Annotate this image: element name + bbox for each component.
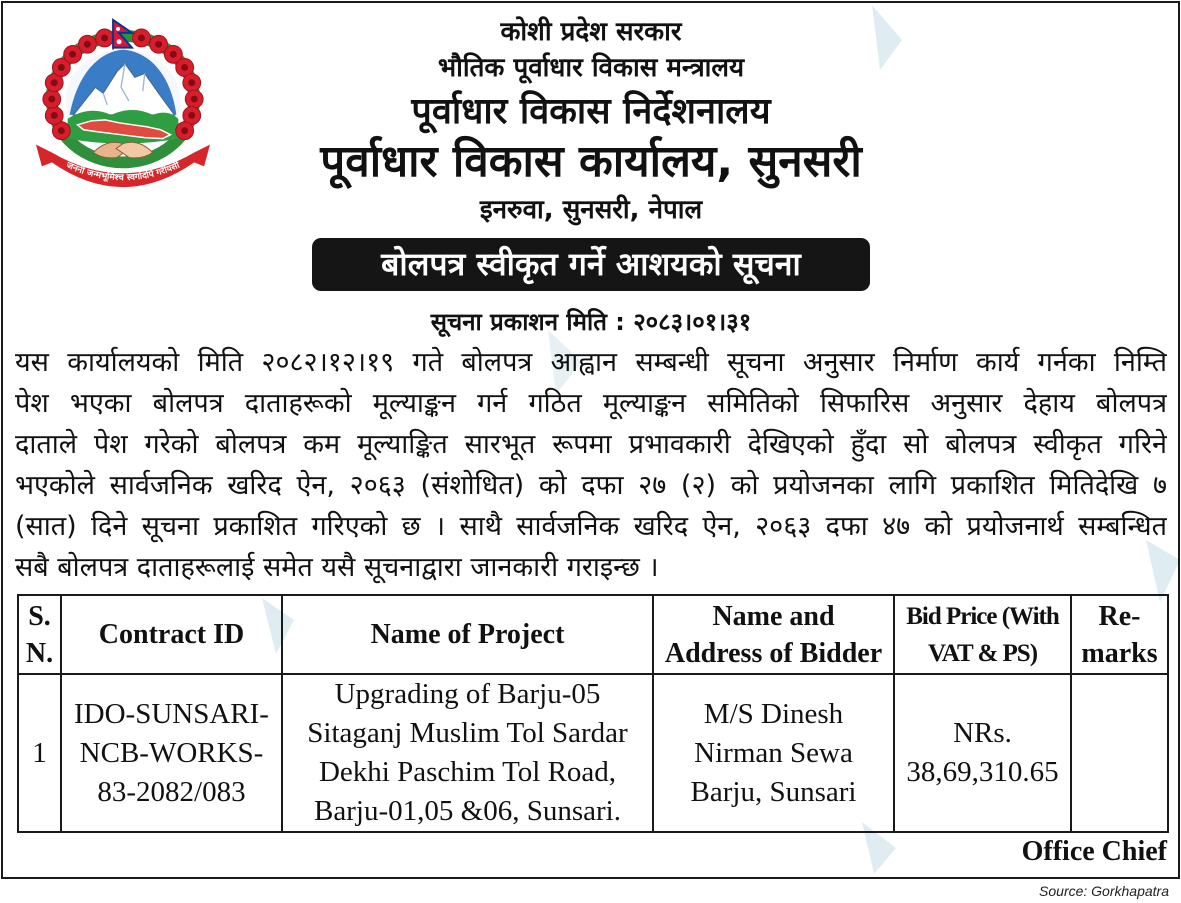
cell-line: 38,69,310.65 — [906, 756, 1059, 788]
bid-award-table — [17, 594, 1169, 833]
table-header-row — [18, 595, 1168, 674]
motto-text: जननी जन्मभूमिश्च स्वर्गादपि गरीयसी — [64, 160, 182, 184]
rhododendron-flower — [185, 90, 203, 108]
flower-center — [58, 127, 65, 134]
notice-body-line: पेश भएका बोलपत्र दाताहरूको मूल्याङ्कन गर्न गठित मूल्याङ्कन समितिको सिफारिस अनुसार देहाय बोलपत्र — [15, 388, 1167, 419]
flower-center — [181, 64, 188, 71]
header-line: Address of Bidder — [664, 637, 883, 669]
flower-center — [181, 127, 188, 134]
notice-title: बोलपत्र स्वीकृत गर्ने आशयको सूचना — [312, 238, 870, 291]
cell-line: M/S Dinesh — [703, 697, 844, 730]
flower-center — [101, 34, 108, 41]
flag-moon — [116, 27, 120, 31]
flag-sun — [117, 39, 122, 44]
source-credit: Source: Gorkhapatra — [1039, 883, 1169, 899]
header-remarks — [1071, 595, 1168, 674]
office-name: पूर्वाधार विकास कार्यालय, सुनसरी — [320, 136, 862, 187]
header-bid-price — [894, 595, 1071, 674]
cell-line: NCB-WORKS- — [79, 736, 264, 769]
header-line: marks — [1081, 637, 1158, 669]
publication-date-label: सूचना प्रकाशन मिति — [430, 308, 607, 336]
notice-body-line: (सात) दिने सूचना प्रकाशित गरिएको छ । साथै सार्वजनिक खरिद ऐन, २०६३ दफा ४७ को प्रयोजनार्थ सम्बन्धित — [15, 511, 1167, 542]
cell-line: 83-2082/083 — [97, 775, 246, 808]
table-header — [18, 595, 1168, 674]
publication-date-line — [230, 306, 952, 338]
header-contract-id — [61, 595, 282, 674]
flower-center — [191, 96, 198, 103]
flower-center — [188, 79, 195, 86]
rhododendron-flower — [133, 29, 151, 47]
flower-center — [51, 79, 58, 86]
province-government: कोशी प्रदेश सरकार — [500, 17, 682, 47]
header-line: S. — [28, 600, 51, 632]
flower-center — [155, 41, 162, 48]
directorate-name: पूर्वाधार विकास निर्देशनालय — [411, 91, 771, 132]
rhododendron-flower — [79, 35, 97, 53]
flower-center — [84, 41, 91, 48]
cell-line: 1 — [32, 736, 47, 769]
flower-center — [138, 34, 145, 41]
cell-line: Sitaganj Muslim Tol Sardar — [307, 717, 628, 749]
header-line: Name of Project — [370, 619, 565, 650]
cell-bidder — [653, 674, 894, 832]
flower-center — [188, 112, 195, 119]
cell-line: Barju-01,05 &06, Sunsari. — [314, 795, 621, 827]
header-serial-number — [18, 595, 61, 674]
flower-center — [69, 51, 76, 58]
cell-line: Upgrading of Barju-05 — [334, 678, 601, 710]
cell-line: Nirman Sewa — [694, 736, 853, 769]
header-project-name — [282, 595, 653, 674]
cell-project-name — [282, 674, 653, 832]
cell-line: Barju, Sunsari — [690, 775, 857, 808]
cell-remarks — [1071, 674, 1168, 832]
table-body — [18, 674, 1168, 832]
header-line: Name and — [712, 600, 835, 632]
rhododendron-flower — [176, 122, 194, 140]
notice-body-line: दाताले पेश गरेको बोलपत्र कम मूल्याङ्कित सारभूत रूपमा प्रभावकारी देखिएको हुँदा सो बोलपत्र स्वीकृत गरिने — [15, 429, 1167, 460]
header-line: VAT & PS) — [927, 639, 1038, 667]
cell-contract-id — [61, 674, 282, 832]
cell-line: Dekhi Paschim Tol Road, — [318, 756, 617, 788]
rhododendron-flower — [45, 107, 63, 125]
flower-center — [51, 112, 58, 119]
header-line: Bid Price (With — [906, 602, 1059, 630]
notice-body-line: यस कार्यालयको मिति २०८२।१२।१९ गते बोलपत्र आह्वान सम्बन्धी सूचना अनुसार निर्माण कार्य गर्नका निम्ति — [15, 347, 1167, 378]
ministry-name: भौतिक पूर्वाधार विकास मन्त्रालय — [437, 53, 745, 83]
cell-bid-price — [894, 674, 1071, 832]
cell-line: IDO-SUNSARI- — [74, 697, 269, 730]
rhododendron-flower — [96, 29, 114, 47]
header-bidder — [653, 595, 894, 674]
flower-center — [48, 96, 55, 103]
signature-title: Office Chief — [1021, 836, 1167, 867]
rhododendron-flower — [183, 74, 201, 92]
nepal-emblem-icon — [33, 18, 213, 196]
flag-pennants — [113, 20, 132, 48]
cell-serial-number — [18, 674, 61, 832]
publication-date-separator: : — [615, 308, 625, 336]
notice-body-line: सबै बोलपत्र दाताहरूलाई समेत यसै सूचनाद्वारा जानकारी गराइन्छ । — [15, 552, 659, 583]
rhododendron-flower — [43, 90, 61, 108]
cell-line: NRs. — [953, 717, 1012, 749]
office-address: इनरुवा, सुनसरी, नेपाल — [479, 195, 703, 225]
notice-body-line: भएकोले सार्वजनिक खरिद ऐन, २०६३ (संशोधित) को दफा २७ (२) को प्रयोजनका लागि प्रकाशित मितिदेखि ७ — [15, 470, 1167, 501]
flower-center — [58, 64, 65, 71]
table-row — [18, 674, 1168, 832]
header-line: N. — [25, 637, 54, 669]
flower-center — [170, 51, 177, 58]
header-line: Re- — [1098, 600, 1141, 632]
header-line: Contract ID — [98, 619, 245, 650]
publication-date-value: २०८३।०१।३१ — [633, 308, 752, 336]
